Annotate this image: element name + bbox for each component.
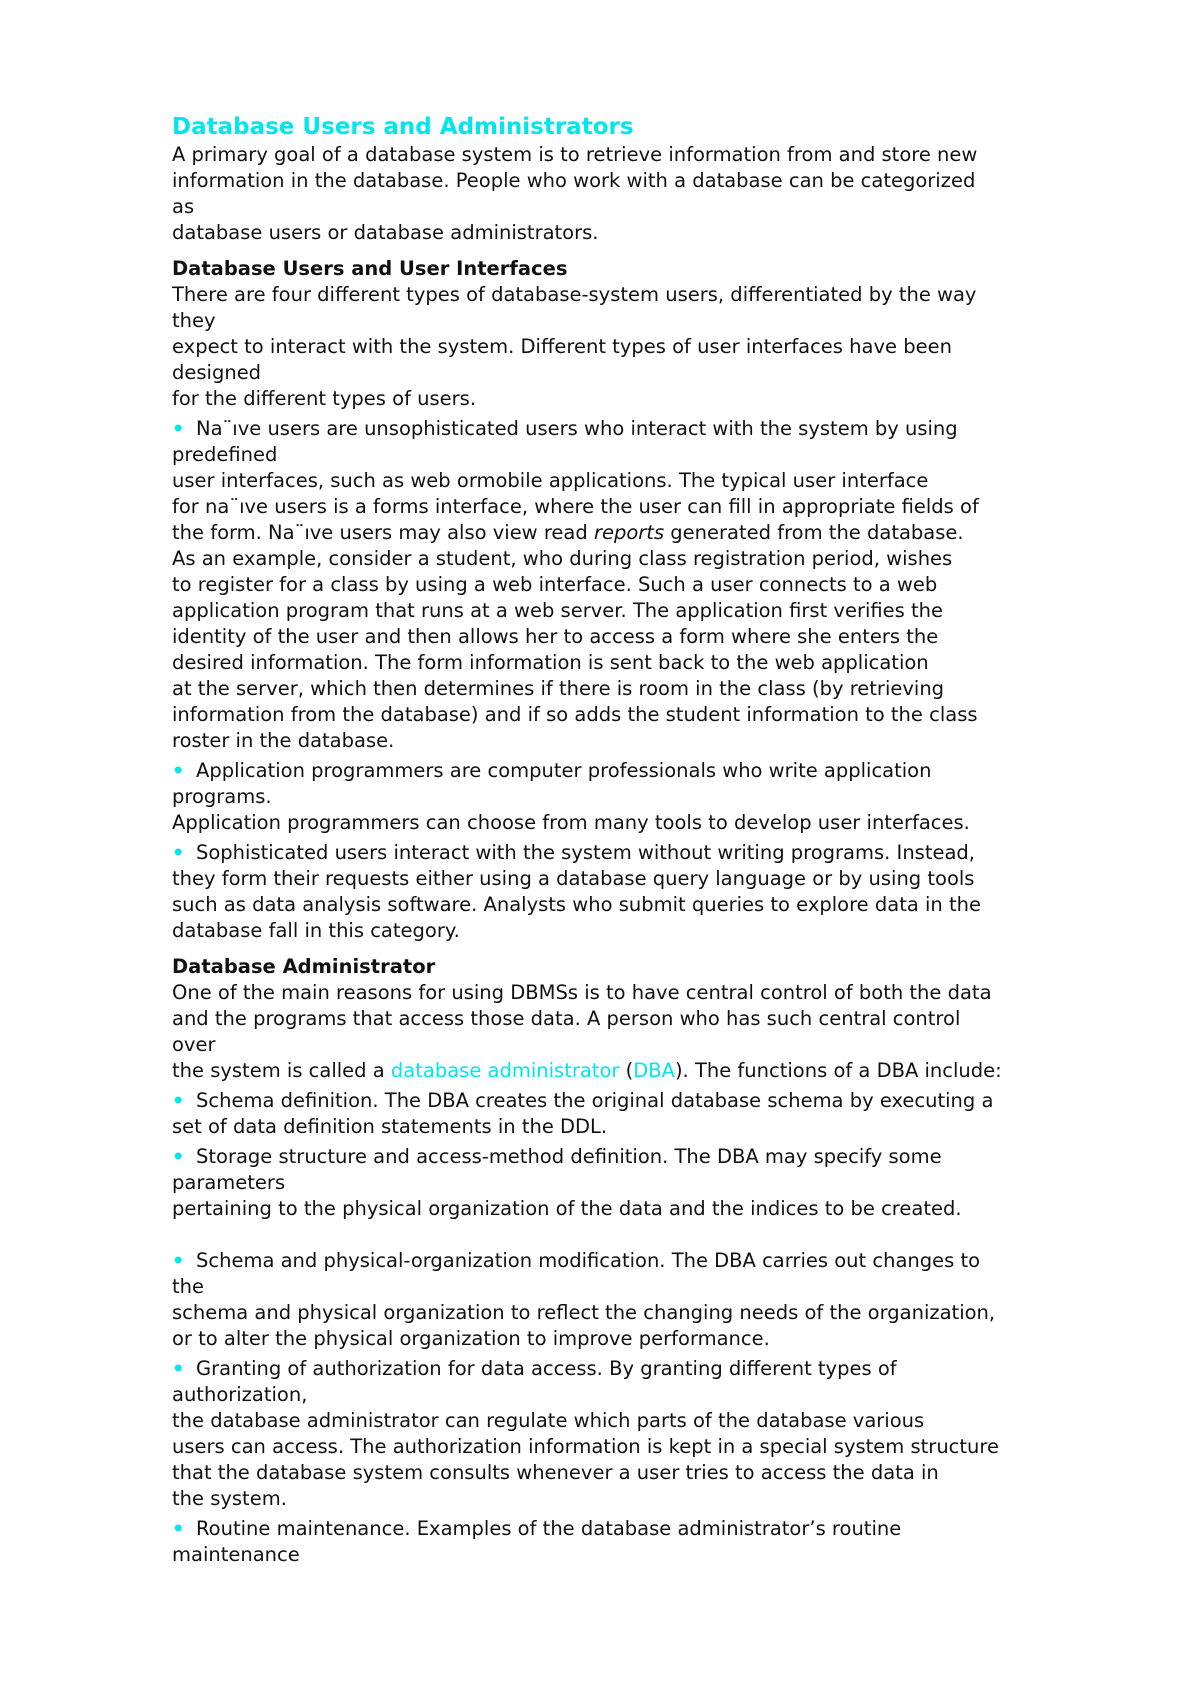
text-line: and the programs that access those data. A person who has such central control: [172, 1007, 961, 1030]
text-line: the database administrator can regulate which parts of the database various: [172, 1409, 925, 1432]
text-line: to register for a class by using a web interface. Such a user connects to a web: [172, 573, 938, 596]
text-line: predefined: [172, 443, 278, 466]
text-line: One of the main reasons for using DBMSs is to have central control of both the data: [172, 981, 992, 1004]
text-line: information in the database. People who work with a database can be categorized: [172, 169, 976, 192]
text-fragment: (: [619, 1059, 634, 1082]
bullet-icon: •: [172, 1145, 185, 1168]
bullet-storage-structure: [172, 1144, 1182, 1222]
text-line: users can access. The authorization information is kept in a special system structure: [172, 1435, 999, 1458]
document-title: Database Users and Administrators: [172, 114, 634, 140]
text-line: A primary goal of a database system is to retrieve information from and store new: [172, 143, 978, 166]
dba-abbr-link[interactable]: DBA: [633, 1059, 675, 1082]
bullet-sophisticated-users: [172, 840, 1182, 944]
text-line: database users or database administrators.: [172, 221, 599, 244]
text-line: pertaining to the physical organization of the data and the indices to be created.: [172, 1197, 962, 1220]
bullet-text: Sophisticated users interact with the system without writing programs. Instead,: [196, 841, 976, 864]
text-line: As an example, consider a student, who during class registration period, wishes: [172, 547, 953, 570]
text-line: for na¨ıve users is a forms interface, where the user can fill in appropriate fields of: [172, 495, 979, 518]
text-line: over: [172, 1033, 216, 1056]
text-line: [172, 1058, 1182, 1084]
bullet-application-programmers: [172, 758, 1182, 836]
text-line: that the database system consults whenever a user tries to access the data in: [172, 1461, 939, 1484]
text-line: roster in the database.: [172, 729, 395, 752]
bullet-text: Schema and physical-organization modification. The DBA carries out changes to: [196, 1249, 981, 1272]
text-line: for the different types of users.: [172, 387, 477, 410]
bullet-granting-authorization: [172, 1356, 1182, 1512]
text-line: programs.: [172, 785, 272, 808]
text-line: maintenance: [172, 1543, 300, 1566]
bullet-naive-users: [172, 416, 1182, 754]
text-line: expect to interact with the system. Different types of user interfaces have been: [172, 335, 952, 358]
text-line: user interfaces, such as web ormobile applications. The typical user interface: [172, 469, 929, 492]
text-line: they form their requests either using a database query language or by using tools: [172, 867, 975, 890]
text-line: [172, 520, 1182, 546]
bullet-icon: •: [172, 759, 185, 782]
bullet-routine-maintenance: [172, 1516, 1182, 1568]
bullet-text: Schema definition. The DBA creates the original database schema by executing a: [196, 1089, 994, 1112]
text-line: or to alter the physical organization to improve performance.: [172, 1327, 770, 1350]
text-line: they: [172, 309, 216, 332]
text-line: database fall in this category.: [172, 919, 460, 942]
text-line: set of data definition statements in the DDL.: [172, 1115, 608, 1138]
text-line: application program that runs at a web server. The application first verifies the: [172, 599, 944, 622]
section-heading-dba: Database Administrator: [172, 955, 436, 978]
text-line: identity of the user and then allows her to access a form where she enters the: [172, 625, 939, 648]
bullet-text: Application programmers are computer professionals who write application: [196, 759, 932, 782]
text-line: such as data analysis software. Analysts who submit queries to explore data in the: [172, 893, 981, 916]
section-heading-users: Database Users and User Interfaces: [172, 257, 568, 280]
spacer: [172, 1222, 1182, 1244]
bullet-icon: •: [172, 1089, 185, 1112]
bullet-icon: •: [172, 1357, 185, 1380]
text-line: authorization,: [172, 1383, 308, 1406]
bullet-icon: •: [172, 417, 185, 440]
dba-intro-paragraph: [172, 980, 1182, 1084]
text-line: schema and physical organization to reflect the changing needs of the organization,: [172, 1301, 996, 1324]
text-line: designed: [172, 361, 262, 384]
bullet-icon: •: [172, 1249, 185, 1272]
text-fragment: the form. Na¨ıve users may also view read: [172, 521, 594, 544]
text-fragment: generated from the database.: [664, 521, 964, 544]
text-line: the system.: [172, 1487, 287, 1510]
bullet-text: Routine maintenance. Examples of the database administrator’s routine: [196, 1517, 902, 1540]
bullet-icon: •: [172, 841, 185, 864]
text-line: desired information. The form information is sent back to the web application: [172, 651, 929, 674]
text-line: as: [172, 195, 195, 218]
bullet-text: Na¨ıve users are unsophisticated users who interact with the system by using: [196, 417, 958, 440]
dba-link[interactable]: database administrator: [390, 1059, 620, 1082]
bullet-icon: •: [172, 1517, 185, 1540]
text-fragment: the system is called a: [172, 1059, 391, 1082]
text-line: parameters: [172, 1171, 286, 1194]
text-line: at the server, which then determines if there is room in the class (by retrieving: [172, 677, 945, 700]
text-line: the: [172, 1275, 205, 1298]
bullet-schema-modification: [172, 1248, 1182, 1352]
bullet-text: Granting of authorization for data access. By granting different types of: [196, 1357, 897, 1380]
document-page: [172, 112, 1182, 1568]
reports-emphasis: reports: [593, 521, 665, 544]
text-fragment: ). The functions of a DBA include:: [674, 1059, 1002, 1082]
text-line: There are four different types of database-system users, differentiated by the way: [172, 283, 977, 306]
text-line: information from the database) and if so adds the student information to the class: [172, 703, 978, 726]
text-line: Application programmers can choose from many tools to develop user interfaces.: [172, 811, 970, 834]
intro-paragraph: [172, 142, 1182, 246]
users-intro-paragraph: [172, 282, 1182, 412]
bullet-text: Storage structure and access-method definition. The DBA may specify some: [196, 1145, 942, 1168]
bullet-schema-definition: [172, 1088, 1182, 1140]
